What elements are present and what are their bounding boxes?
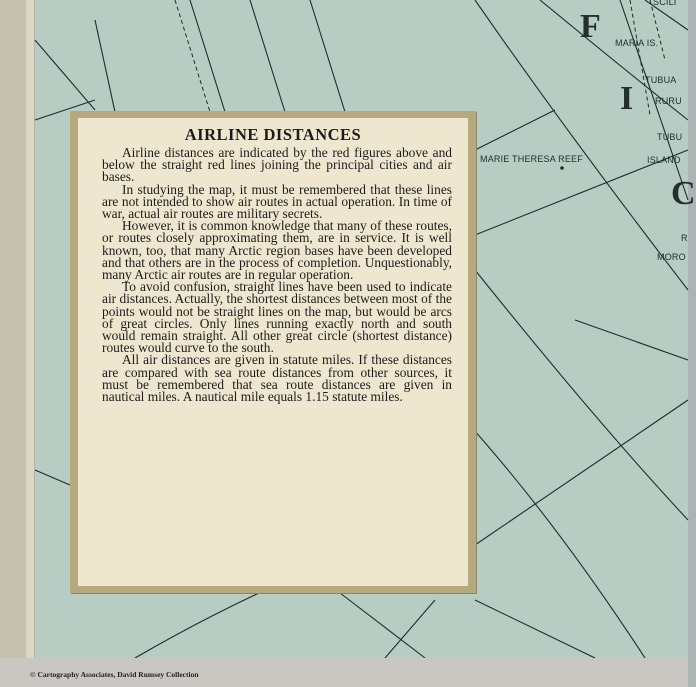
info-paragraph: In studying the map, it must be remembered that these lines are not intended to show air routes in actual operation. In time of war, actual air routes are military secrets. — [102, 181, 452, 222]
parallel-line — [475, 270, 688, 520]
meridian-line — [575, 320, 688, 360]
map-label-ruru: RURU — [655, 96, 682, 106]
map-label-r: R — [681, 233, 688, 243]
map-label-moro: MORO — [657, 252, 686, 262]
map-label-tubua: TUBUA — [645, 75, 677, 85]
info-paragraph: However, it is common knowledge that many of these routes, or routes closely approximating them, are in service. It is well known, too, that many Arctic region bases have been developed and that others are in the process of completion. Unquestionably, many Arctic air routes are in regular operation. — [102, 218, 452, 283]
meridian-line — [35, 470, 70, 485]
page-edge — [26, 0, 35, 662]
info-paragraph: Airline distances are indicated by the red figures above and below the straight red lines joining the principal cities and air bases. — [102, 145, 452, 185]
page-spine — [0, 0, 26, 662]
info-paragraph: All air distances are given in statute miles. If these distances are compared with sea route distances from other sources, it must be remembered that sea route distances are given in nautical miles. A nautical mile equals 1.15 statute miles. — [102, 352, 452, 405]
map-label-scili: SCILI — [653, 0, 677, 7]
reef-marker — [560, 166, 564, 170]
meridian-line — [475, 400, 688, 545]
meridian-line — [385, 600, 435, 658]
meridian-line — [475, 600, 595, 658]
meridian-line — [250, 0, 285, 112]
ocean-letter-3: C — [671, 175, 696, 212]
map-label-tubu: TUBU — [657, 132, 683, 142]
map-label-marie-theresa-reef: MARIE THERESA REEF — [480, 154, 583, 164]
meridian-line — [475, 110, 555, 150]
meridian-line — [190, 0, 225, 112]
map-label-maria-is: MARIA IS. — [615, 38, 659, 48]
map-label-island: ISLAND — [647, 155, 681, 165]
info-box-body — [102, 147, 452, 403]
info-box-title: AIRLINE DISTANCES — [184, 125, 362, 144]
info-box — [78, 118, 468, 586]
meridian-line — [340, 593, 425, 658]
parallel-line — [465, 420, 645, 658]
meridian-line — [35, 40, 95, 110]
copyright-credit: © Cartography Associates, David Rumsey Collection — [30, 670, 199, 679]
meridian-line — [95, 20, 115, 112]
ocean-letter-1: F — [580, 8, 601, 45]
info-paragraph: To avoid confusion, straight lines have been used to indicate air distances. Actually, the shortest distances between most of the points would not be straight lines on the map, but would be arcs of great circles. Only lines running exactly north and south would remain straight. All other great circle (shortest distance) routes would curve to the south. — [102, 279, 452, 356]
dashed-boundary — [175, 0, 210, 112]
meridian-line — [310, 0, 345, 112]
ocean-letter-2: I — [620, 80, 634, 117]
